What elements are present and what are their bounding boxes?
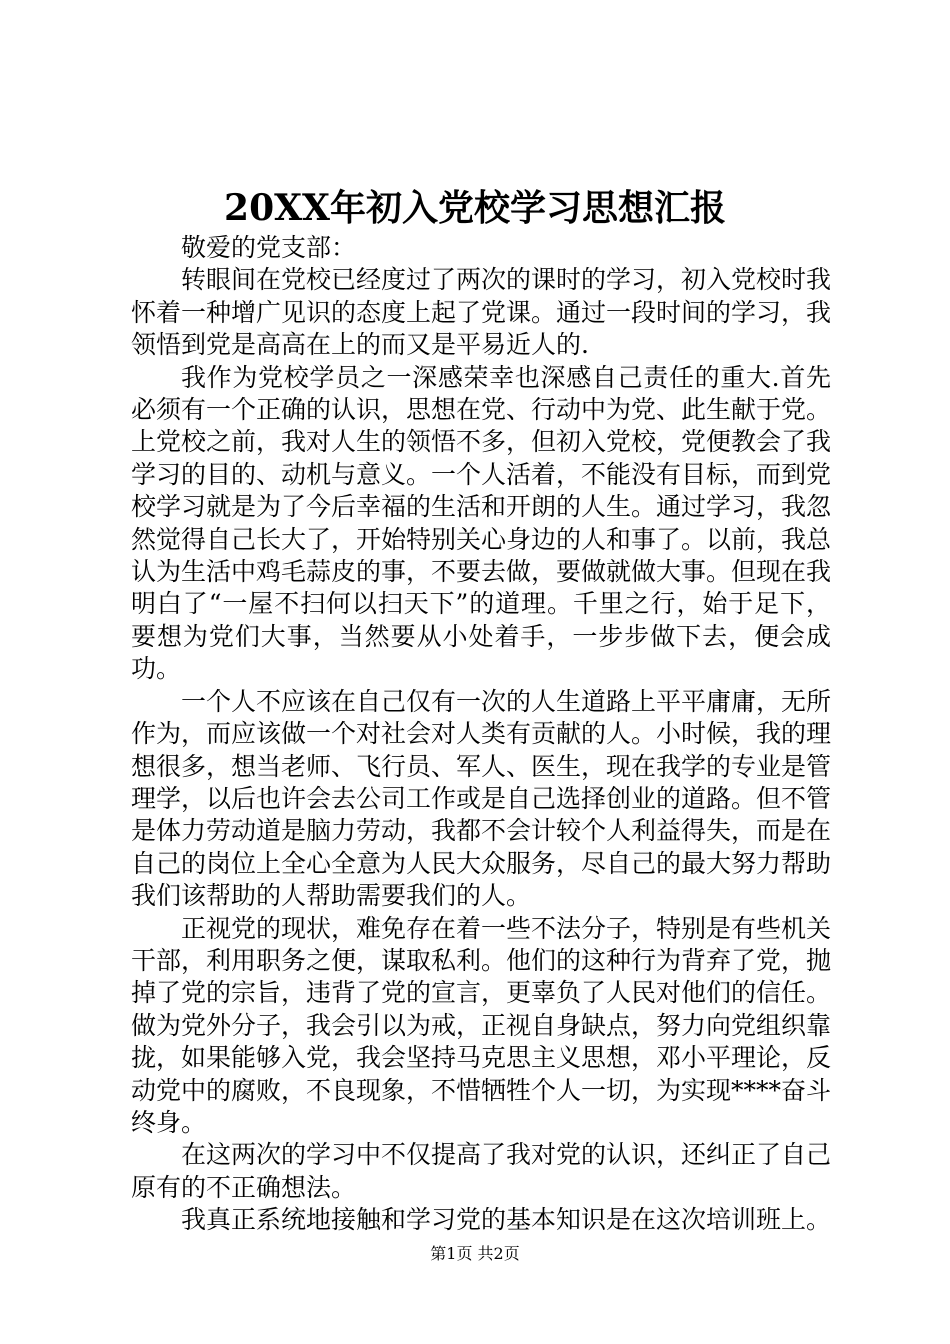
salutation: 敬爱的党支部： — [181, 233, 357, 262]
page-number-footer: 第1页 共2页 — [430, 1244, 520, 1263]
document-title: 20XX年初入党校学习思想汇报 — [224, 187, 726, 229]
paragraph-3: 一个人不应该在自己仅有一次的人生道路上平平庸庸，无所作为，而应该做一个对社会对人类有贡献的人。小时候，我的理想很多，想当老师、飞行员、军人、医生，现在我学的专业是管理学，以后也许会去公司工作或是自己选择创业的道路。但不管是体力劳动道是脑力劳动，我都不会计较个人利益得失，而是在自己的岗位上全心全意为人民大众服务，尽自己的最大努力帮助我们该帮助的人帮助需要我们的人。 — [131, 686, 832, 911]
document-body — [131, 232, 831, 1237]
paragraph-2: 我作为党校学员之一深感荣幸也深感自己责任的重大.首先必须有一个正确的认识，思想在党、行动中为党、此生献于党。上党校之前，我对人生的领悟不多，但初入党校，党便教会了我学习的目的、动机与意义。一个人活着，不能没有目标，而到党校学习就是为了今后幸福的生活和开朗的人生。通过学习，我忽然觉得自己长大了，开始特别关心身边的人和事了。以前，我总认为生活中鸡毛蒜皮的事，不要去做，要做就做大事。但现在我明白了“一屋不扫何以扫天下”的道理。千里之行，始于足下，要想为党们大事，当然要从小处着手，一步步做下去，便会成功。 — [131, 362, 832, 684]
paragraph-1: 转眼间在党校已经度过了两次的课时的学习，初入党校时我怀着一种增广见识的态度上起了党课。通过一段时间的学习，我领悟到党是高高在上的而又是平易近人的. — [131, 265, 832, 360]
paragraph-4: 正视党的现状，难免存在着一些不法分子，特别是有些机关干部，利用职务之便，谋取私利。他们的这种行为背弃了党，抛掉了党的宗旨，违背了党的宣言，更辜负了人民对他们的信任。做为党外分子，我会引以为戒，正视自身缺点，努力向党组织靠拢，如果能够入党，我会坚持马克思主义思想，邓小平理论，反动党中的腐败，不良现象，不惜牺牲个人一切，为实现****奋斗终身。 — [131, 913, 832, 1137]
paragraph-5: 在这两次的学习中不仅提高了我对党的认识，还纠正了自己原有的不正确想法。 — [131, 1140, 832, 1202]
paragraph-6: 我真正系统地接触和学习党的基本知识是在这次培训班上。 — [181, 1205, 832, 1235]
